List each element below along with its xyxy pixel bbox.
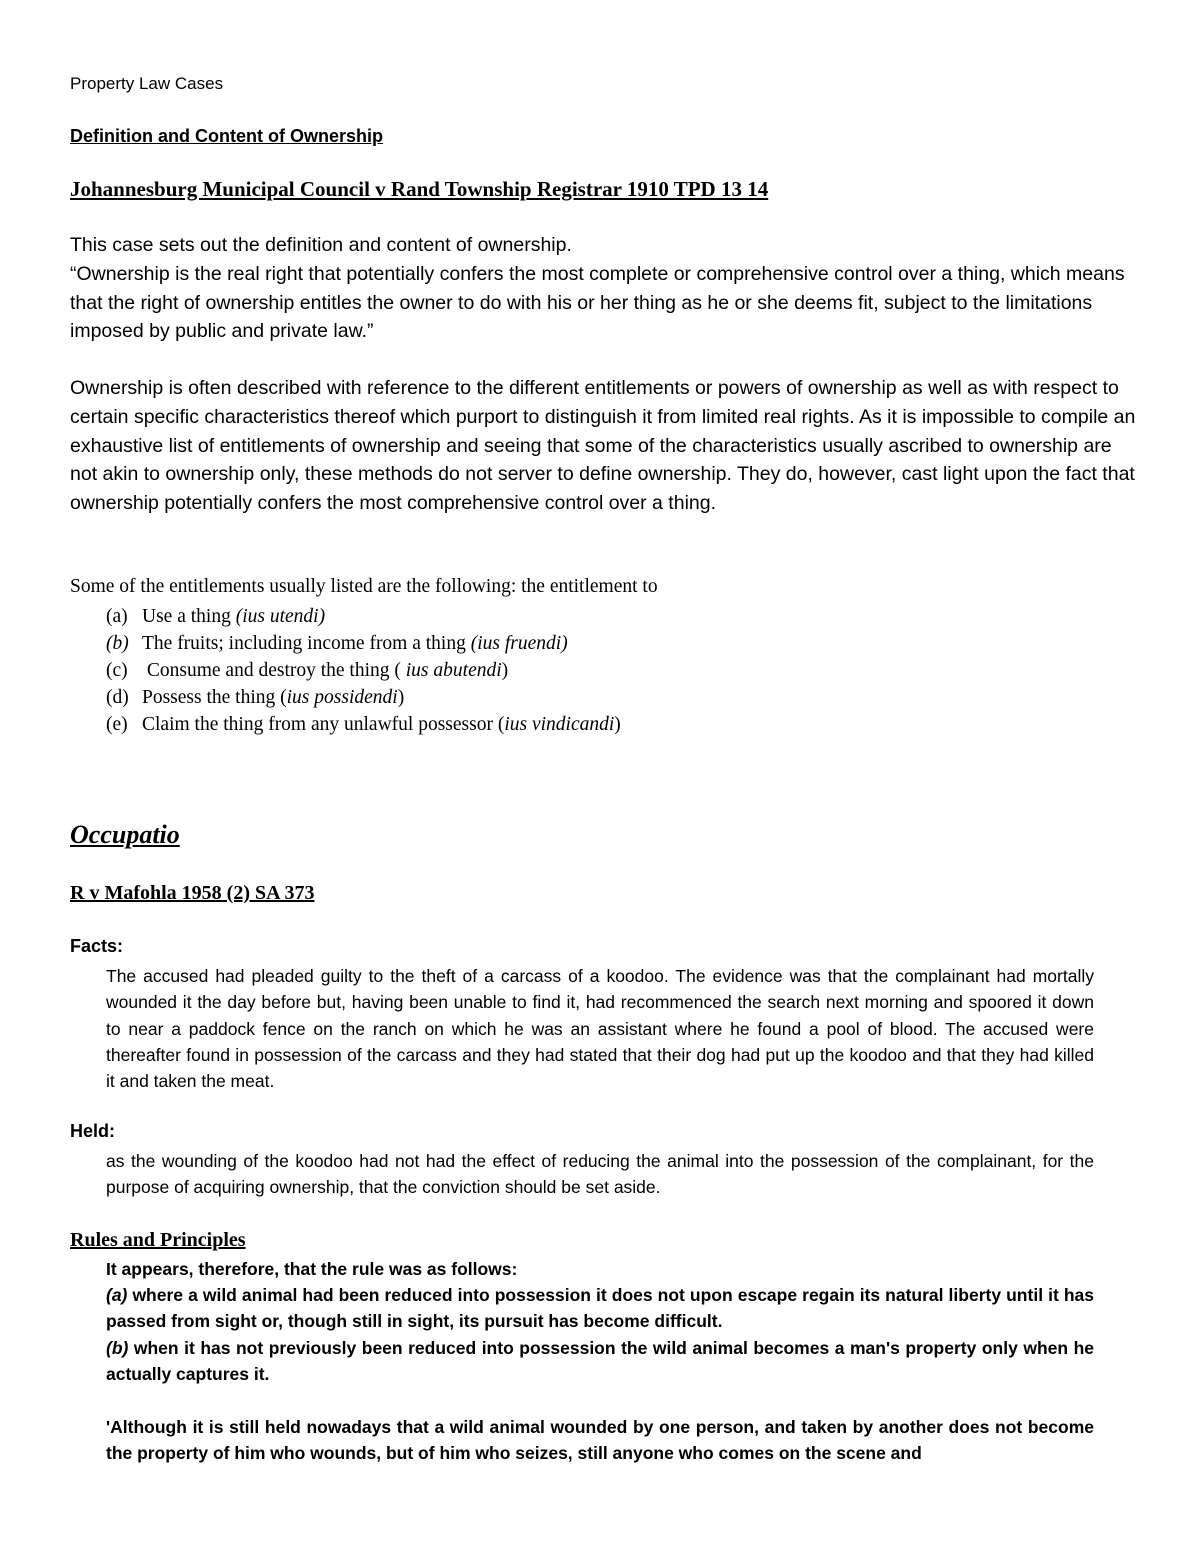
list-item-latin: ius possidendi: [286, 687, 398, 708]
facts-paragraph: The accused had pleaded guilty to the theft of a carcass of a koodoo. The evidence was that the complainant had mortally wounded it the day before but, having been unable to find it, had recommenced the search next morning and spoored it down to near a paddock fence on the ranch on which he was an assistant where he found a pool of blood. The accused were thereafter found in possession of the carcass and they had stated that their dog had put up the koodoo and that they had killed it and taken the meat.: [106, 966, 1094, 1092]
list-item: [106, 711, 621, 738]
list-item-latin: (ius fruendi): [470, 633, 568, 654]
rule-b-label: (b): [106, 1338, 129, 1358]
list-item-suffix: ): [397, 687, 405, 708]
list-item: [106, 684, 621, 711]
list-item: [106, 630, 621, 657]
list-item: [106, 603, 621, 630]
list-item-suffix: ): [614, 714, 621, 735]
held-label: Held:: [70, 1121, 115, 1141]
document-header: Property Law Cases: [70, 74, 224, 93]
list-item-label: (d): [106, 687, 129, 708]
list-item-latin: (ius utendi): [235, 606, 326, 627]
list-item-text: Claim the thing from any unlawful possessor (: [142, 714, 505, 735]
section-heading-occupatio: Occupatio: [70, 820, 180, 849]
entitlements-intro: Some of the entitlements usually listed are the following: the entitlement to: [70, 576, 658, 597]
quote-paragraph: 'Although it is still held nowadays that a wild animal wounded by one person, and taken by another does not become the property of him who wounds, but of him who seizes, still anyone who comes on the scene and: [106, 1417, 1094, 1464]
list-item-suffix: ): [501, 660, 509, 681]
rule-a-label: (a): [106, 1285, 128, 1305]
rule-b-text: when it has not previously been reduced into possession the wild animal becomes a man's property only when he actually captures it.: [106, 1338, 1094, 1385]
ownership-definition-paragraph: This case sets out the definition and content of ownership. “Ownership is the real right that potentially confers the most complete or comprehensive control over a thing, which means that the right of ownership entitles the owner to do with his or her thing as he or she deems fit, subject to the limitations imposed by public and private law.”: [70, 234, 1125, 343]
list-item-label: (a): [106, 606, 128, 627]
list-item-latin: ius vindicandi: [504, 714, 615, 735]
section-heading-ownership: Definition and Content of Ownership: [70, 126, 383, 146]
rules-intro: It appears, therefore, that the rule was as follows:: [106, 1259, 518, 1279]
list-item-label: (b): [106, 633, 129, 654]
list-item: [106, 657, 621, 684]
rule-a-text: where a wild animal had been reduced into possession it does not upon escape regain its natural liberty until it has passed from sight or, though still in sight, its pursuit has become difficult.: [106, 1285, 1094, 1332]
list-item-label: (c): [106, 660, 128, 681]
rules-heading: Rules and Principles: [70, 1229, 246, 1251]
entitlements-list: [106, 603, 621, 738]
case-title-mafohla: R v Mafohla 1958 (2) SA 373: [70, 882, 315, 904]
rule-b: [106, 1335, 1094, 1388]
list-item-latin: ius abutendi: [405, 660, 502, 681]
case-title-johannesburg: Johannesburg Municipal Council v Rand Township Registrar 1910 TPD 13 14: [70, 177, 769, 201]
list-item-text: Consume and destroy the thing (: [142, 660, 406, 681]
held-paragraph: as the wounding of the koodoo had not had the effect of reducing the animal into the possession of the complainant, for the purpose of acquiring ownership, that the conviction should be set aside.: [106, 1151, 1094, 1198]
ownership-description-paragraph: Ownership is often described with reference to the different entitlements or powers of ownership as well as with respect to certain specific characteristics thereof which purport to distinguish it from limited real rights. As it is impossible to compile an exhaustive list of entitlements of ownership and seeing that some of the characteristics usually ascribed to ownership are not akin to ownership only, these methods do not server to define ownership. They do, however, cast light upon the fact that ownership potentially confers the most comprehensive control over a thing.: [70, 377, 1136, 515]
list-item-text: Possess the thing (: [142, 687, 287, 708]
facts-label: Facts:: [70, 936, 124, 956]
list-item-label: (e): [106, 714, 128, 735]
list-item-text: Use a thing: [142, 606, 236, 627]
list-item-text: The fruits; including income from a thing: [142, 633, 471, 654]
rule-a: [106, 1282, 1094, 1335]
